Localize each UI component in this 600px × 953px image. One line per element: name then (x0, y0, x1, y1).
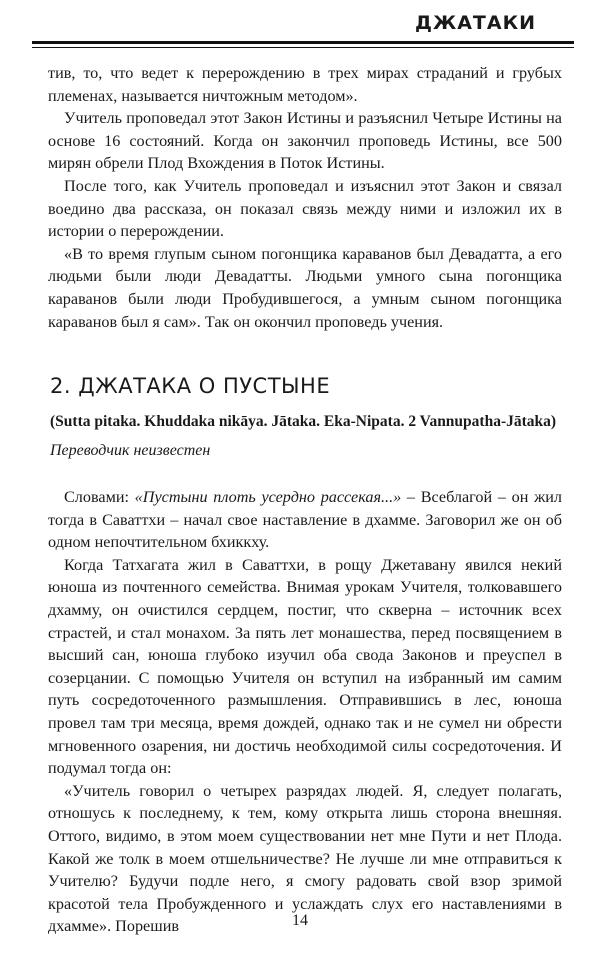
page-number: 14 (292, 912, 308, 929)
quoted-verse: «Пустыни плоть усердно рассекая...» (134, 488, 402, 506)
paragraph-lead: Словами: (64, 488, 135, 506)
paragraph: «В то время глупым сыном погонщика караванов был Девадатта, а его людьми были люди Девадатты. Людьми умного сына погонщика караванов были люди Пробудившегося, а умным сыном погонщика караванов был я сам». Так он окончил проповедь учения. (48, 244, 562, 331)
running-head: ДЖАТАКИ (415, 12, 536, 34)
paragraph-rest: – Всеблагой – он жил тогда в Саваттхи – начал свое наставление в дхамме. Заговорил же он об одном непочтительном бхиккху. (48, 488, 562, 552)
paragraph: Учитель проповедал этот Закон Истины и разъяснил Четыре Истины на основе 16 состояний. Когда он закончил проповедь Истины, все 500 мирян обрели Плод Вхождения в Поток Истины. (48, 109, 562, 173)
top-text-block (48, 62, 562, 333)
main-text-block (48, 486, 562, 938)
paragraph: тив, то, что ведет к перерождению в трех мирах страданий и грубых племенах, называется ничтожным методом». (48, 64, 562, 105)
paragraph (48, 486, 562, 554)
header-rule-thick (32, 41, 574, 44)
paragraph: «Учитель говорил о четырех разрядах людей. Я, следует полагать, отношусь к последнему, к тем, кому открыта лишь сторона внешняя. Оттого, видимо, в этом моем существовании нет мне Пути и нет Плода. Какой же толк в моем отшельничестве? Не лучше ли мне отправиться к Учителю? Будучи подле него, я смогу радовать свой взор зримой красотой тела Пробужденного и услаждать слух его наставлениями в дхамме». Порешив (48, 781, 562, 936)
translator-note: Переводчик неизвестен (50, 442, 211, 459)
chapter-title: 2. ДЖАТАКА О ПУСТЫНЕ (50, 374, 331, 398)
paragraph: После того, как Учитель проповедал и изъяснил этот Закон и связал воедино два рассказа, он показал связь между ними и изложил их в истории о перерождении. (48, 176, 562, 241)
header-rule-thin (32, 47, 574, 48)
source-reference: (Sutta pitaka. Khuddaka nikāya. Jātaka. Eka-Nipata. 2 Vannupatha-Jātaka) (50, 413, 557, 430)
paragraph: Когда Татхагата жил в Саваттхи, в рощу Джетавану явился некий юноша из почтенного семейства. Внимая урокам Учителя, толковавшего дхамму, он очистился сердцем, постиг, что скверна – источник всех страстей, и стал монахом. За пять лет монашества, перед посвящением в высший сан, юноша глубоко изучил оба свода Законов и преуспел в созерцании. С помощью Учителя он вступил на избранный им самим путь сосредоточенного размышления. Отправившись в лес, юноша провел там три месяца, время дождей, однако так и не сумел ни обрести мгновенного озарения, ни достичь необходимой силы сосредоточения. И подумал тогда он: (48, 555, 562, 778)
